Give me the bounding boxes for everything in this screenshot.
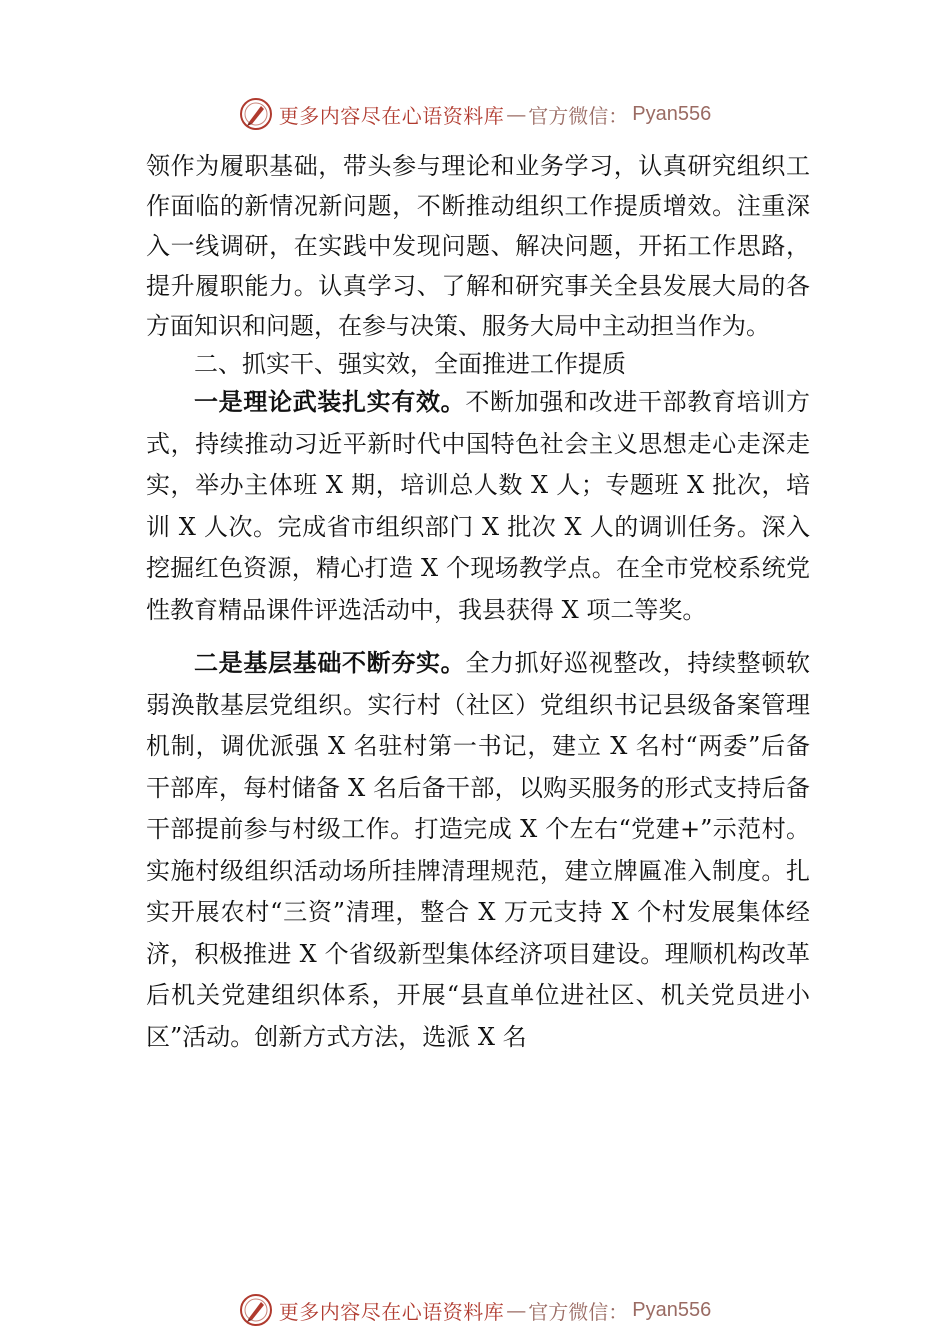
- item-body-2: 全力抓好巡视整改，持续整顿软弱涣散基层党组织。实行村（社区）党组织书记县级备案管理机制，调优派强 X 名驻村第一书记，建立 X 名村“两委”后备干部库，每村储备 X 名后备干部，以购买服务的形式支持后备干部提前参与村级工作。打造完成 X 个左右“党建+”示范村。实施村级组织活动场所挂牌清理规范，建立牌匾准入制度。扎实开展农村“三资”清理，整合 X 万元支持 X 个村发展集体经济，积极推进 X 个省级新型集体经济项目建设。理顺机构改革后机关党建组织体系，开展“县直单位进社区、机关党员进小区”活动。创新方式方法，选派 X 名: [146, 649, 811, 1051]
- watermark-wechat-id: Pyan556: [632, 1298, 712, 1321]
- watermark-slogan: 更多内容尽在心语资料库: [278, 103, 505, 128]
- watermark-dash: —: [506, 102, 527, 126]
- header-watermark-banner: [0, 92, 950, 136]
- intro-paragraph: 领作为履职基础，带头参与理论和业务学习，认真研究组织工作面临的新情况新问题，不断推动组织工作提质增效。注重深入一线调研，在实践中发现问题、解决问题，开拓工作思路，提升履职能力。认真学习、了解和研究事关全县发展大局的各方面知识和问题，在参与决策、服务大局中主动担当作为。: [146, 152, 810, 340]
- section-heading: 二、抓实干、强实效，全面推进工作提质: [194, 350, 626, 378]
- item-paragraph-1: [146, 382, 810, 631]
- pen-nib-logo-icon: [239, 1293, 273, 1327]
- watermark-wechat-id: Pyan556: [632, 102, 712, 125]
- watermark-dash: —: [506, 1298, 527, 1322]
- pen-nib-logo-icon: [239, 97, 273, 131]
- watermark-wechat-label: 官方微信：: [528, 103, 629, 128]
- item-body-1: 不断加强和改进干部教育培训方式，持续推动习近平新时代中国特色社会主义思想走心走深走实，举办主体班 X 期，培训总人数 X 人；专题班 X 批次，培训 X 人次。完成省市组织部门 X 批次 X 人的调训任务。深入挖掘红色资源，精心打造 X 个现场教学点。在全市党校系统党性教育精品课件评选活动中，我县获得 X 项二等奖。: [146, 388, 811, 624]
- item-lead-1: 一是理论武装扎实有效。: [194, 388, 466, 416]
- item-paragraph-2: [146, 643, 810, 1058]
- watermark-wechat-label: 官方微信：: [528, 1299, 629, 1324]
- footer-watermark-banner: [0, 1288, 950, 1332]
- watermark-slogan: 更多内容尽在心语资料库: [278, 1299, 505, 1324]
- document-body: [146, 146, 810, 1058]
- item-lead-2: 二是基层基础不断夯实。: [194, 649, 466, 677]
